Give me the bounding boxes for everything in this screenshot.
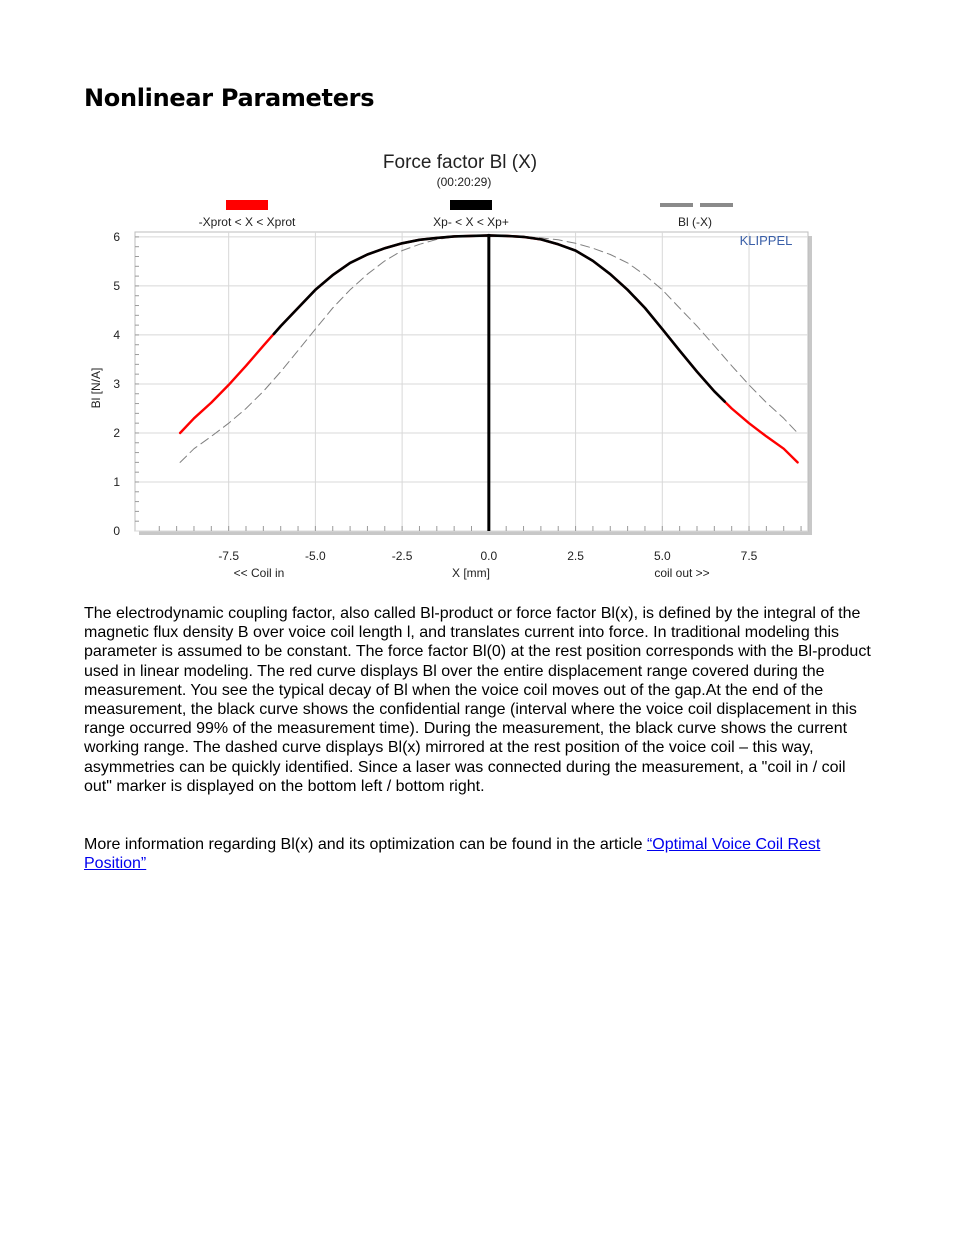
chart-title: Force factor Bl (X) [382, 152, 538, 173]
coil-out-label: coil out >> [654, 566, 710, 580]
legend-swatch [450, 200, 492, 210]
legend-label: Bl (-X) [678, 215, 712, 229]
page-heading: Nonlinear Parameters [84, 84, 375, 112]
legend-label: Xp- < X < Xp+ [433, 215, 509, 229]
bl-chart [80, 140, 830, 585]
coil-in-label: << Coil in [233, 566, 285, 580]
chart-brand-label: KLIPPEL [739, 233, 793, 248]
chart-xlabel: X [mm] [452, 566, 490, 580]
y-tick-label: 3 [113, 376, 120, 391]
bl-chart-svg [80, 140, 830, 585]
y-tick-label: 2 [113, 425, 120, 440]
y-tick-label: 0 [113, 524, 120, 538]
y-tick-label: 1 [113, 474, 120, 489]
y-tick-label: 4 [113, 327, 120, 342]
x-tick-label: -2.5 [391, 549, 413, 563]
description-paragraph: The electrodynamic coupling factor, also called Bl-product or force factor Bl(x), is defined by the integral of the magnetic flux density B over voice coil length l, and translates current into force. In traditional modeling this parameter is assumed to be constant. The force factor Bl(0) at the rest position corresponds with the Bl-product used in linear modeling. The red curve displays Bl over the entire displacement range covered during the measurement. You see the typical decay of Bl when the voice coil moves out of the gap.At the end of the measurement, the black curve shows the confidential range (interval where the voice coil displacement in this range occurred 99% of the measurement time). During the measurement, the black curve shows the current working range. The dashed curve displays Bl(x) mirrored at the rest position of the voice coil – this way, asymmetries can be quickly identified. Since a laser was connected during the measurement, a "coil in / coil out" marker is displayed on the bottom left / bottom right. [84, 605, 871, 795]
x-tick-label: -7.5 [218, 549, 240, 563]
chart-subtitle: (00:20:29) [436, 175, 492, 189]
x-tick-label: 0.0 [480, 549, 498, 563]
chart-ylabel: Bl [N/A] [89, 367, 103, 409]
chart-legend [199, 200, 733, 229]
legend-swatch [226, 200, 268, 210]
x-tick-label: 7.5 [740, 549, 758, 563]
y-tick-label: 6 [113, 229, 120, 244]
y-tick-label: 5 [113, 278, 120, 293]
more-info-paragraph [84, 835, 874, 873]
x-tick-label: -5.0 [305, 549, 326, 563]
more-info-text: More information regarding Bl(x) and its optimization can be found in the article [84, 836, 647, 853]
x-tick-label: 5.0 [653, 549, 671, 563]
chart-plot-area [113, 230, 812, 563]
x-tick-label: 2.5 [567, 549, 584, 563]
article-link[interactable]: “Optimal Voice Coil Rest Position” [84, 836, 821, 873]
legend-label: -Xprot < X < Xprot [198, 215, 296, 229]
